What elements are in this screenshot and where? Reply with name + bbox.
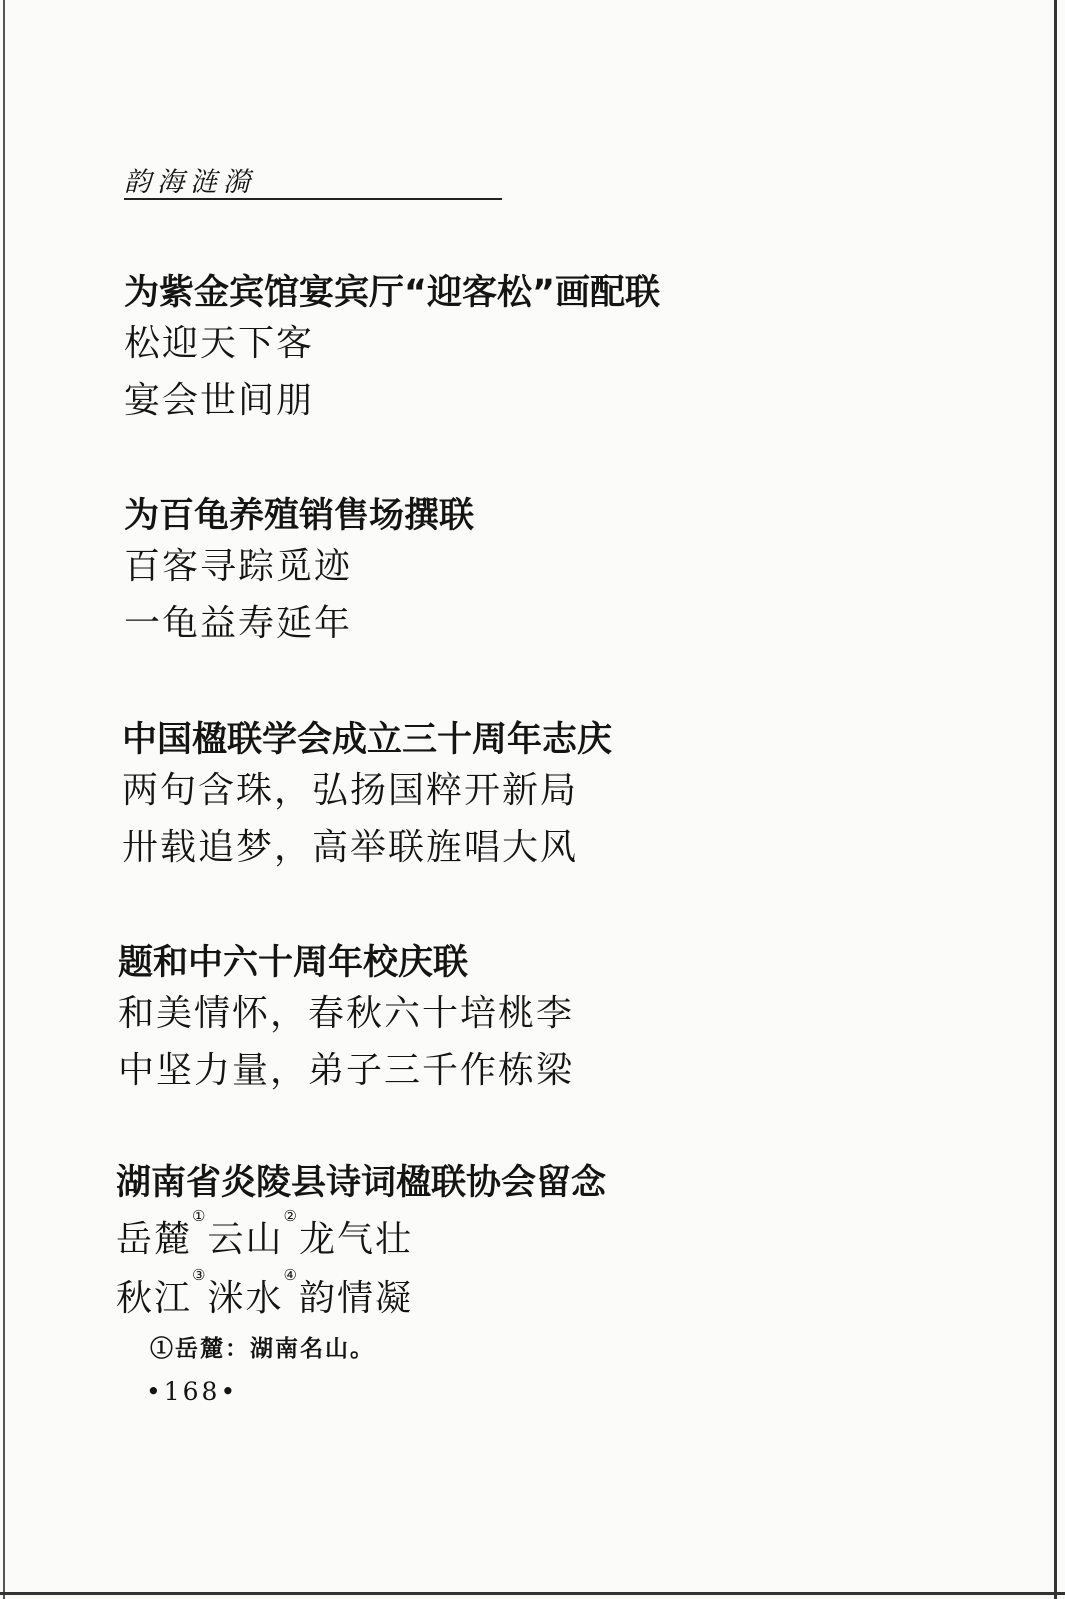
couplet-line-upper: 松迎天下客 [124,323,315,364]
entry-title: 中国楹联学会成立三十周年志庆 [122,720,613,760]
text-segment: 岳麓 [116,1219,193,1260]
scan-edge-right [1054,0,1057,1599]
running-head: 韵海涟漪 [124,167,256,198]
entry-title: 为百龟养殖销售场撰联 [124,496,475,536]
text-segment: 韵情凝 [298,1278,413,1319]
couplet-line-upper: 百客寻踪觅迹 [124,546,353,587]
couplet-line-upper [116,1207,413,1262]
couplet-line-upper: 两句含珠，弘扬国粹开新局 [122,770,579,811]
page-number: •168• [146,1377,239,1406]
couplet-line-lower: 中坚力量，弟子三千作栋梁 [118,1050,575,1091]
footnote-marker: ③ [192,1266,208,1284]
header-rule [124,198,502,200]
text-segment: 云山 [207,1219,284,1260]
footnote-marker: ④ [283,1266,299,1284]
scan-edge-bottom [0,1592,1065,1595]
entry-title: 湖南省炎陵县诗词楹联协会留念 [116,1163,607,1203]
couplet-line-lower [116,1266,413,1321]
text-segment: 洣水 [207,1278,284,1319]
footnote-marker: ② [283,1207,299,1225]
couplet-line-lower: 卅载追梦，高举联旌唱大风 [122,827,579,868]
couplet-line-upper: 和美情怀，春秋六十培桃李 [118,993,575,1034]
footnote-marker: ① [192,1207,208,1225]
text-segment: 龙气壮 [298,1219,413,1260]
scan-edge-left [3,0,5,1599]
entry-title: 题和中六十周年校庆联 [118,943,469,983]
entry-title: 为紫金宾馆宴宾厅“迎客松”画配联 [124,273,661,313]
footnote: ①岳麓：湖南名山。 [150,1335,375,1362]
couplet-line-lower: 一龟益寿延年 [124,603,353,644]
text-segment: 秋江 [116,1278,193,1319]
couplet-line-lower: 宴会世间朋 [124,380,315,421]
